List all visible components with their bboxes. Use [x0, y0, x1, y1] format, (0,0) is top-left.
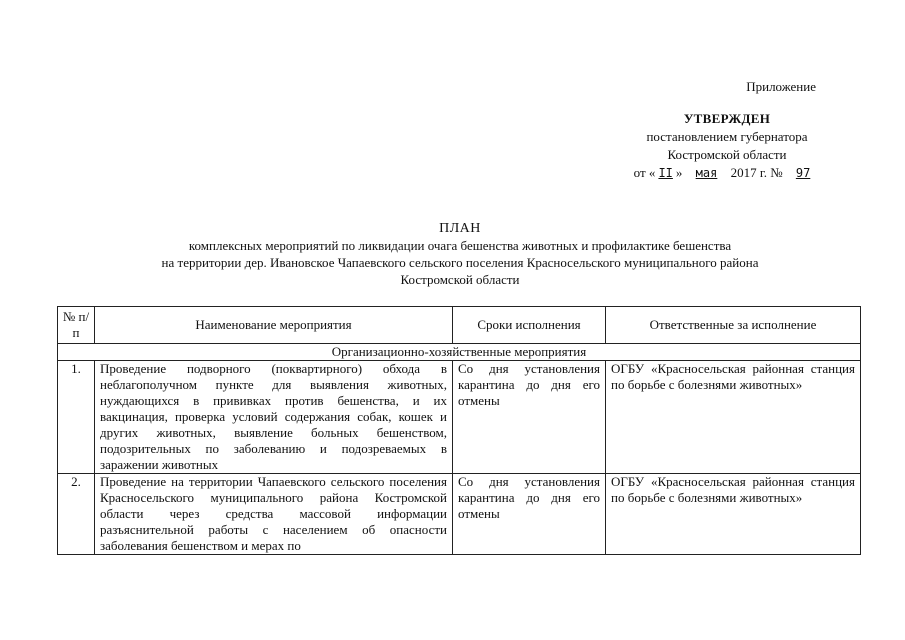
header-name: Наименование мероприятия: [95, 307, 453, 344]
table-header-row: [58, 307, 861, 344]
date-day: II: [658, 166, 673, 180]
row-name: Проведение на территории Чапаевского сельского поселения Красносельского муниципального района Костромской области через средства массовой информации разъяснительной работы с населением об опасности заболевания бешенством и мерах по: [95, 474, 453, 555]
date-year: 2017 г. №: [730, 165, 783, 180]
section-row: [58, 344, 861, 361]
row-num: 2.: [58, 474, 95, 555]
row-responsible: ОГБУ «Красносельская районная станция по борьбе с болезнями животных»: [606, 474, 861, 555]
decree-number: 97: [795, 166, 811, 180]
row-name: Проведение подворного (поквартирного) обхода в неблагополучном пункте для выявления животных, нуждающихся в прививках против бешенства, и их вакцинация, проверка условий содержания собак, кошек и других животных, выявление больных бешенством, подозрительных по заболеванию и подозреваемых в заражении животных: [95, 361, 453, 474]
date-day-close: »: [675, 165, 683, 180]
plan-title: ПЛАН: [439, 221, 481, 236]
plan-subtitle-1: комплексных мероприятий по ликвидации очага бешенства животных и профилактике бешенства: [188, 238, 732, 253]
plan-table: [57, 306, 861, 555]
table-row: [58, 361, 861, 474]
header-responsible: Ответственные за исполнение: [606, 307, 861, 344]
row-deadline: Со дня установления карантина до дня его отмены: [453, 361, 606, 474]
row-responsible: ОГБУ «Красносельская районная станция по борьбе с болезнями животных»: [606, 361, 861, 474]
row-num: 1.: [58, 361, 95, 474]
plan-subtitle-2: на территории дер. Ивановское Чапаевского сельского поселения Красносельского муниципального района: [161, 255, 759, 270]
plan-subtitle-3: Костромской области: [400, 272, 520, 287]
header-num: № п/п: [58, 307, 95, 344]
region-label: Костромской области: [667, 147, 787, 162]
date-month: мая: [695, 166, 718, 180]
decree-label: постановлением губернатора: [646, 129, 808, 144]
approved-label: УТВЕРЖДЕН: [683, 111, 771, 126]
date-prefix: от «: [633, 165, 656, 180]
plan-header: [60, 220, 860, 288]
row-deadline: Со дня установления карантина до дня его отмены: [453, 474, 606, 555]
header-deadline: Сроки исполнения: [453, 307, 606, 344]
approval-block: [596, 78, 858, 182]
table-row: [58, 474, 861, 555]
section-title: Организационно-хозяйственные мероприятия: [58, 344, 861, 361]
decree-date: [596, 164, 858, 182]
appendix-label: Приложение: [746, 79, 816, 94]
